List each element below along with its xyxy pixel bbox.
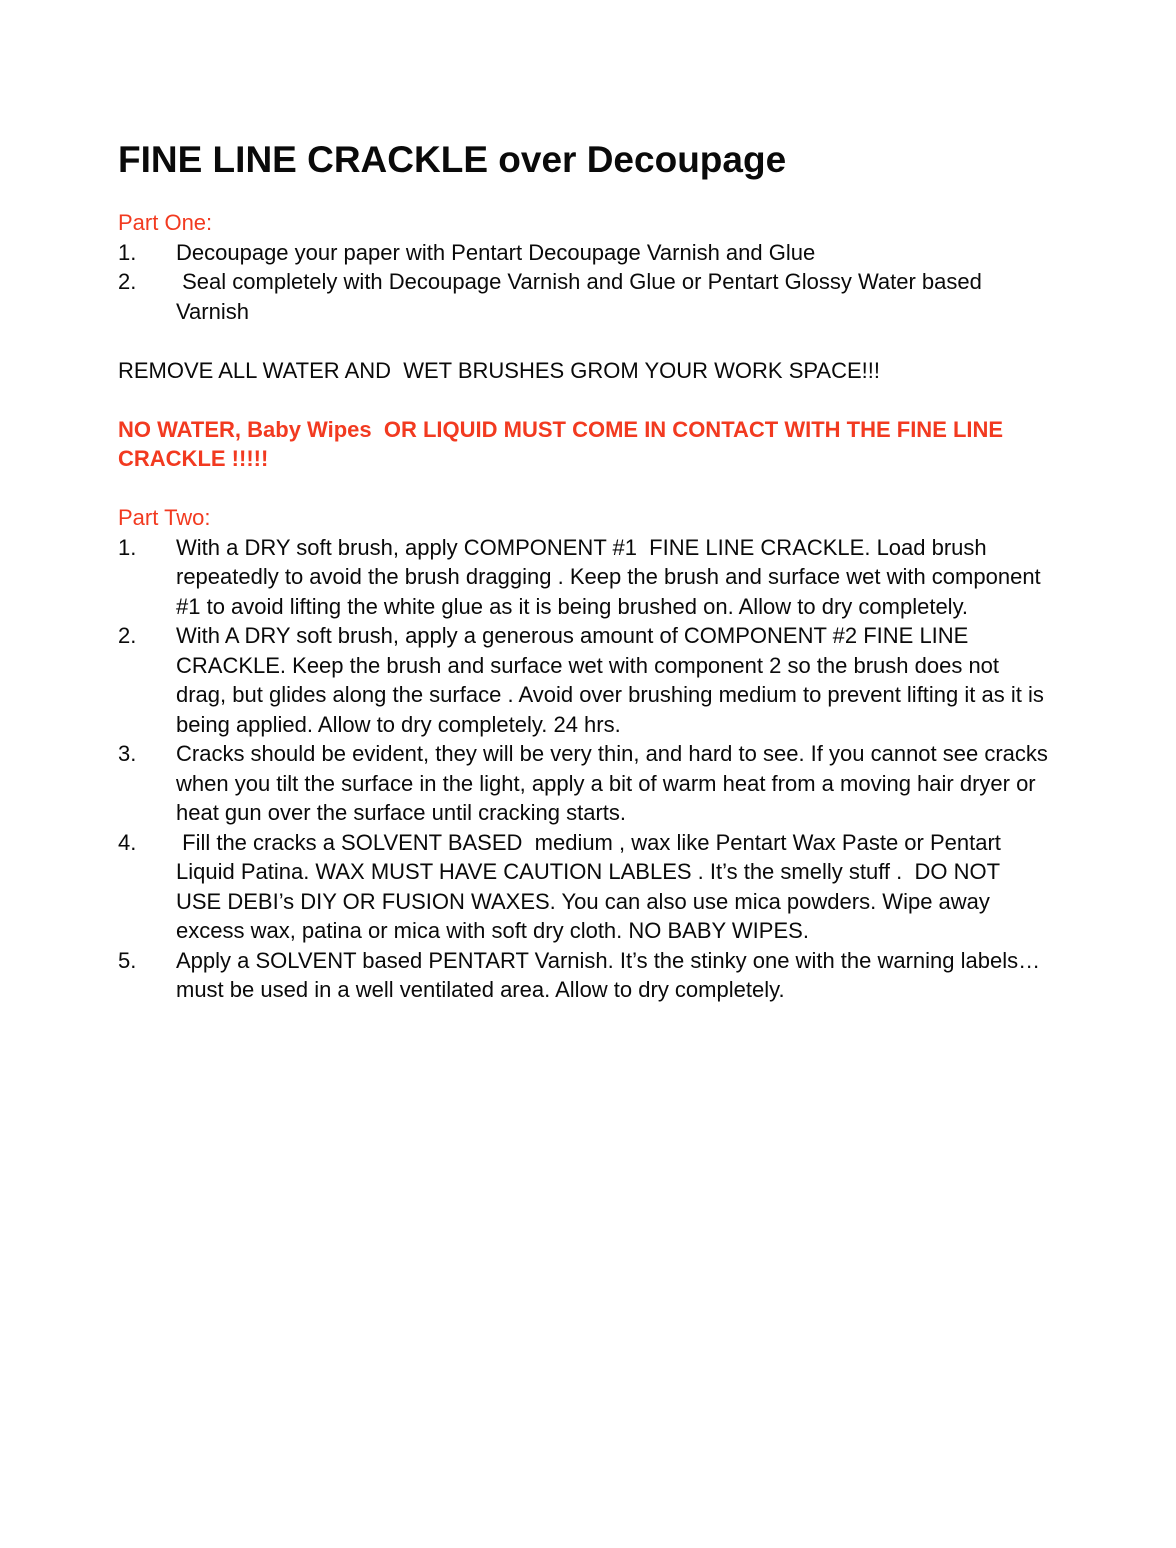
part-one-list	[118, 238, 1048, 327]
list-item-text: Apply a SOLVENT based PENTART Varnish. It’s the stinky one with the warning labels… must be used in a well ventilated area. Allow to dry completely.	[176, 947, 1047, 1003]
list-item-number: 1.	[118, 534, 137, 560]
list-item-text: With A DRY soft brush, apply a generous amount of COMPONENT #2 FINE LINE CRACKLE. Keep the brush and surface wet with component 2 so the brush does not drag, but glides along the surface . Avoid over brushing medium to prevent lifting it as it is being applied. Allow to dry completely. 24 hrs.	[176, 623, 1050, 737]
list-item	[118, 946, 1048, 1005]
part-two-heading: Part Two:	[118, 505, 211, 531]
list-item-text: Decoupage your paper with Pentart Decoupage Varnish and Glue	[176, 239, 816, 265]
list-item	[118, 828, 1048, 946]
no-water-warning: NO WATER, Baby Wipes OR LIQUID MUST COME IN CONTACT WITH THE FINE LINE CRACKLE !!!!!	[118, 416, 1010, 472]
list-item-number: 4.	[118, 829, 137, 855]
remove-water-notice: REMOVE ALL WATER AND WET BRUSHES GROM YOUR WORK SPACE!!!	[118, 357, 880, 383]
page-title: FINE LINE CRACKLE over Decoupage	[118, 139, 787, 180]
list-item	[118, 533, 1048, 622]
list-item-number: 3.	[118, 741, 137, 767]
list-item-text: Cracks should be evident, they will be very thin, and hard to see. If you cannot see cracks when you tilt the surface in the light, apply a bit of warm heat from a moving hair dryer or heat gun over the surface until cracking starts.	[176, 741, 1055, 826]
part-one-heading: Part One:	[118, 210, 213, 236]
list-item-number: 5.	[118, 947, 137, 973]
list-item	[118, 739, 1055, 828]
list-item-number: 1.	[118, 239, 137, 265]
list-item	[118, 621, 1048, 739]
list-item	[118, 267, 1048, 326]
part-two-list	[118, 533, 1055, 1005]
list-item-text: Fill the cracks a SOLVENT BASED medium , wax like Pentart Wax Paste or Pentart Liquid Patina. WAX MUST HAVE CAUTION LABLES . It’s the smelly stuff . DO NOT USE DEBI’s DIY OR FUSION WAXES. You can also use mica powders. Wipe away excess wax, patina or mica with soft dry cloth. NO BABY WIPES.	[176, 829, 1008, 944]
list-item	[118, 238, 1048, 268]
list-item-number: 2.	[118, 269, 137, 295]
list-item-text: Seal completely with Decoupage Varnish and Glue or Pentart Glossy Water based Varnish	[176, 269, 988, 324]
list-item-text: With a DRY soft brush, apply COMPONENT #1 FINE LINE CRACKLE. Load brush repeatedly to avoid the brush dragging . Keep the brush and surface wet with component #1 to avoid lifting the white glue as it is being brushed on. Allow to dry completely.	[176, 534, 1047, 619]
list-item-number: 2.	[118, 623, 137, 649]
